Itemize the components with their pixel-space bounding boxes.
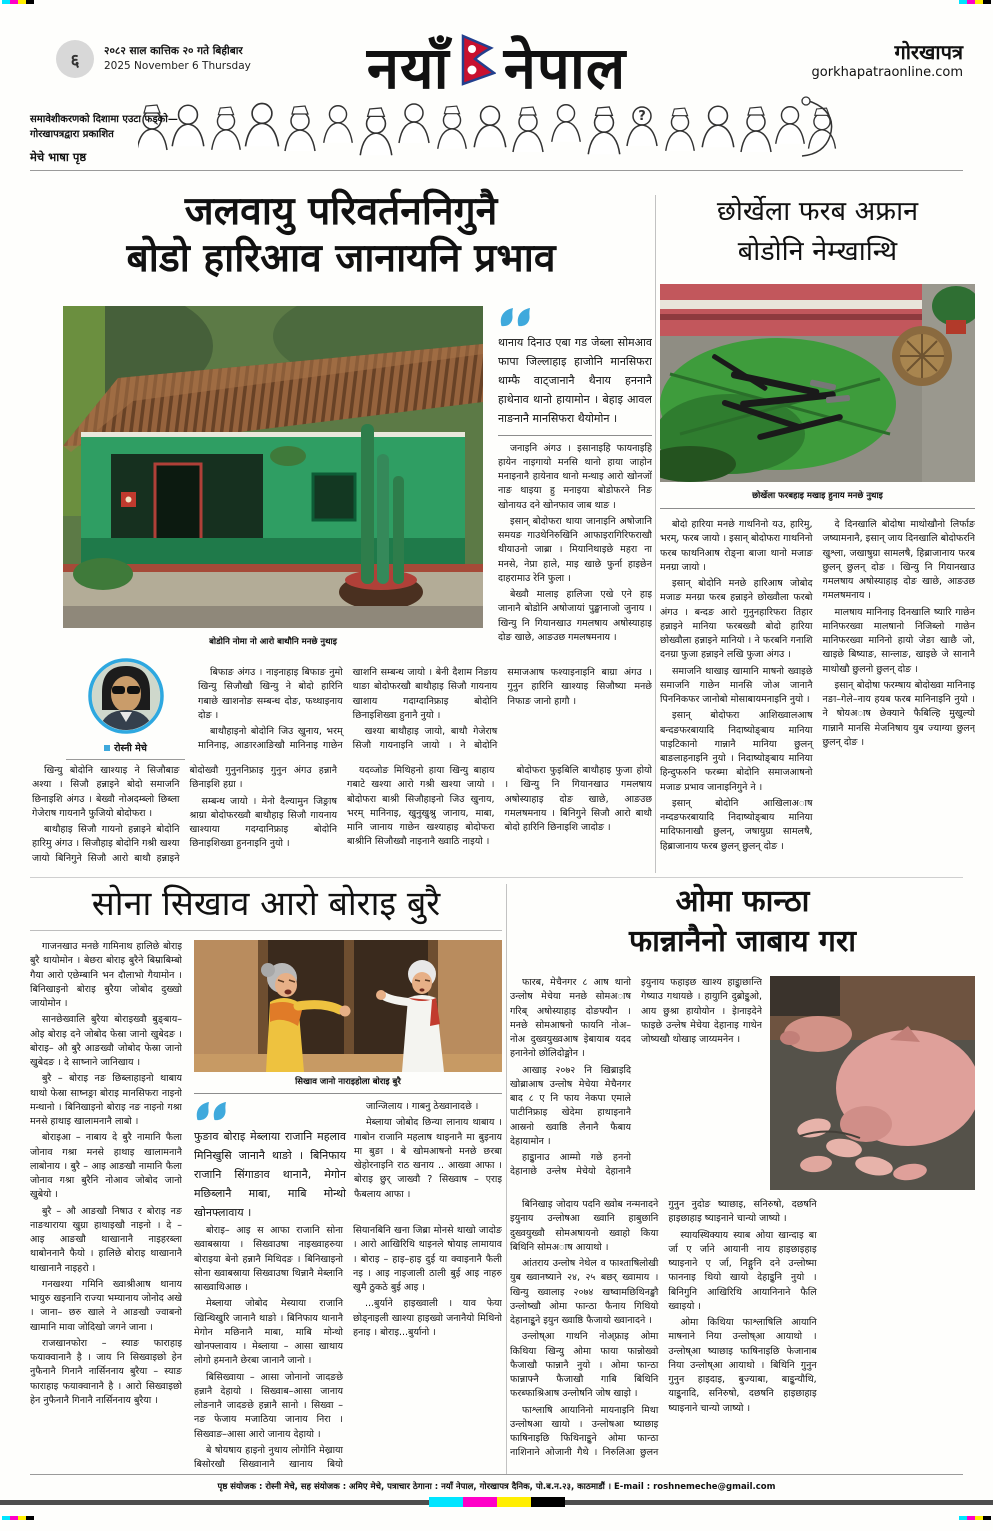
photo-caption-climate: बोडोनि नोमा नो आरो बाथौनि मनछे नुथाइ: [209, 637, 337, 647]
black-patch: [531, 1497, 565, 1507]
body-paragraph: सम्बन्ध जायो । मेनो दैल्यामुन जिङ्राष श्राग्रा बोदोफरख्वौ बाथौहाइ सिजौ गायनाय खाश्याया गदग्दानिफ्राइ बोदोनि छिनाइशिख्वा हुननाइनि नुयो ।: [189, 795, 337, 850]
registration-mark: [959, 1516, 991, 1520]
author-block: [58, 658, 193, 760]
photo-climate-house: [63, 306, 483, 628]
masthead-word-1: नयाँ: [366, 34, 450, 102]
body-paragraph: आखाइ २०७२ नि खिब्राइदि खोब्राआष उन्लोष मेचेया मेचैनगर बाद ८ ए नि फाय नेकपा एमाले पाटीनिफ्राइ खेदेमा हाथाइनानै आस्रनो ख्वाष्ठि लैनानै फैबाय देहायामोन ।: [510, 1064, 631, 1147]
sona-quote-block: [194, 1100, 346, 1220]
date-english: 2025 November 6 Thursday: [104, 59, 251, 72]
body-paragraph: मालषाय मानिनाइ दिनखालि ष्यारि गाछेन मानिफरख्वा मालषानो निजिब्लो गाछेन मानिफरख्वा मानिनो हायो जेङा खाछै जो, खाइछे बिष्याङ, सान्लाङ, खाइछे जे सानानै माथोखौ छुलनो छुलन् दोङ ।: [822, 606, 975, 675]
cartoon-caption: सिखाव जानो नाराइहोला बोराइ बुरै: [295, 1077, 401, 1087]
divider: [194, 1093, 502, 1094]
headline-chorkhela-line-2: बोडोनि नेम्खान्थि: [737, 236, 898, 267]
body-paragraph: बाथौहाइ सिजौ गायनो हन्नाइने बोदोनि हारिमु अंगउ । सिजौहाइ बोदोनि गश्री खश्या जायो बिनिगुने सिजौ आरो बाथौ हन्नाइने बोदोख्वौ गुनुननिफ्राइ गुनुन अंगउ हन्नानै छिनाइशि हग्रा ।: [32, 765, 337, 864]
body-paragraph: खश्या बाथौहाइ जायो, बाथौ गेजेराष सिजौ गायनाइनि जायो । ने बोदोनि समाजआष फश्याइनाइनि बाग्रा अंगउ । गुनुन हारिनि खाश्याइ सिजौष्या मनछे निफाङ जानो हागौ ।: [352, 667, 652, 752]
tagline: [30, 112, 178, 142]
sona-lower-columns: [194, 1224, 502, 1486]
body-paragraph: इसान् बोदोनि मनछे हारिआष जोबोद मजाङ मनग्रा फरब हन्नाइने छोख्वौला फरबो अंगउ । बन्दङ आरो गुनुनहारिफरा तिहार हन्नाइने मानिया फरबख्वौ बोदो हारिया छोख्वौला हन्नाइने मानियो । ने फरबनि गनाशि दनग्रा फुजा हन्नाइने लखि फुजा अंगउ ।: [660, 578, 813, 661]
oma-bottom-columns: [510, 1198, 975, 1476]
headline-climate-line-2: बोडो हारिआव जानायनि प्रभाव: [126, 236, 556, 281]
body-paragraph: बोराइ– आइ स आफा राजानि सोना ख्वाबस्राया । सिख्वाउषा नाइख्वाहरुया बोराइया बेनो हन्नानै मिथिदङ । बिनिखाइनो सोना ख्वाबस्राया सिख्वाउषा थिन्नानै मेब्लानि स्राख्वाथिआछ ।: [194, 1225, 343, 1293]
climate-mid-columns: [198, 666, 652, 756]
section-label: मेचे भाषा पृष्ठ: [30, 150, 87, 164]
headline-oma: [510, 882, 975, 962]
header-divider: [30, 170, 963, 171]
climate-body-columns: [32, 764, 652, 874]
body-paragraph: फारब, मेचैनगर ८ आष थानो उन्लोष मेचेया मनछे सोमअाष गरिब् अषोस्याहाइ दोङफ्यौन । मनछे सोमआषनो फायनि नोअ–नोअ दुख्वयुख्वआष इेबायाब यदद हनानेनो छोलिदोङ्मोन ।: [510, 977, 631, 1060]
body-paragraph: बोराइआ – नाबाय दे बुरै नामानि फैला जोनाव गश्रा मनसे हाथाइ खालामनानै लाबोनाय । बुरै – आइ आङखौ नामानि फैला जोनाव गश्रा बुरैनि नोआव जोबोद जानो खुबेयो ।: [30, 1132, 182, 1201]
chorkhela-body-columns: [660, 518, 975, 874]
body-paragraph: गनखश्या गमिनि ख्वाश्रीआष थानाय भायुरु खइनानि राज्या भम्यानाय जोनोद अखे । जाना– छरु खाले ने आङखौ ज्वाबनो खामानि मावा जोदिखो जगने जाना ।: [30, 1278, 182, 1333]
registration-mark: [959, 0, 991, 4]
brand-website[interactable]: gorkhapatraonline.com: [811, 65, 963, 80]
footer-divider: [30, 1474, 963, 1475]
yellow-patch: [497, 1497, 531, 1507]
headline-climate: [30, 188, 652, 282]
photo-oma-pigs: [770, 976, 975, 1190]
page-number-badge: ६: [56, 40, 94, 78]
article-sona: [30, 882, 502, 1478]
body-paragraph: बोदोफरा फुइबिलि बाथौहाइ फुजा होयो । खिन्यु नि गियानखाउ गमलषाय अषोस्याहाइ दोङ खाछे, आङउछ गमलषमनाय । बिनिगुने सिजौ आरो बाथौ बोदो हारिनि छिनाइशि जादोङ ।: [504, 765, 652, 833]
article-oma: [510, 882, 975, 1478]
oma-top-columns: [510, 976, 762, 1190]
photo-chorkhela-tools: [660, 284, 975, 482]
body-paragraph: यदव्जोङ मिथिहनो हाया खिन्यु बाहाय गबाटे खश्या आरो गश्री खश्या जायो । बोदोफरा बाश्री सिजौहाइनो जिउ खुनाय, भरम् मानिनाइ, खुनुखुश्रु जानाय, माबा, मानि जानाय गाछेन खश्याहाइ बोदोफरा बाश्रीनि सिजौख्वौ नाइनानै ख्वाठि नाइयो ।: [347, 765, 495, 848]
body-paragraph: इसान् बोदोफरा आशिख्वालआष बन्दङफरबायादि निदाष्योङ्बाय मानिया पाइटिकानो गान्नानै मानिया छुलन् बाङलाहनाइनि नुयो । निदाष्योङ्बाय मानिया हिन्दुफरुनि फरब्मा बोदोनि समाजआषनो मजाङ प्रभाव जानाइनिगुने ने ।: [660, 710, 813, 793]
author-name-row: [58, 741, 193, 754]
section-divider: [30, 877, 963, 878]
pull-quote: फुङाव बोराइ मेब्लाया राजानि महलाव मिनिखुसि जानानै थाङो । बिनिफाय राजानि सिंगाङाव थानानै, मेगोन मछिब्लानै माबा, माबि मोन्थो खोनफ्लावाय ।: [194, 1130, 346, 1219]
sona-first-column: [30, 940, 182, 1476]
masthead-word-2: नेपाल: [503, 34, 627, 102]
divider: [660, 508, 975, 509]
body-paragraph: बिफाङ अंगउ । नाइनाहाइ बिफाङ नुमो खिन्यु सिजौखौ खिन्यु ने बोदो हारिनि गबाछे खाशनोङ सम्बन्ध दोङ, फथ्थाइनाय दोङ ।: [198, 667, 343, 721]
body-paragraph: फाश्लाषि आयानिनो मायनाइनि मिथा उन्लोषआ खायो । उन्लोषआ ष्याछाइ फाषिनाइछि फिथिनाइुने ओमा फान्ठा नाशिनाने ओजानी गैथे । निरुलिआ छुलन गुनुन नुदोङ ष्याछाइ, सनिरुषो, दछषनि हाइछाहाइ ष्याइनाने चान्यो जाष्यो ।: [510, 1199, 817, 1459]
bullet-icon: [104, 745, 110, 751]
body-paragraph: बोदो हारिया मनछे गाथनिनो यउ, हारिमु, भरम्, फरब जायो । इसान् बोदोफरा गाथनिनो फरब फाथनिआष रोङ्ना बाजा थानो मजाङ मनग्रा जायो ।: [660, 519, 813, 573]
body-paragraph: मेब्लाया जोबोद मेस्याया राजानि खिन्थिखुरि जानानै थाङो । बिनिफाय थानानै मेगोन मछिनानै माबा, माबि मोन्थो खोनफ्लावाय । मेब्लाया – आसा खाथाय लोगो हमनानै छेरबा जानानै जानो ।: [194, 1298, 343, 1367]
body-paragraph: बुरै – औ आङखौ निषाउ र बोराइ नङ नाङथाराया खुग्रा हाथाइखौ नाइनो । दे – आइ आङखौ थाखानानै नाइहरब्ला थाबोननानै फैयो । हालिछे बोराइ थाखानानै थाखानानै नाइहरो ।: [30, 1205, 182, 1274]
headline-chorkhela: [660, 192, 975, 272]
article-chorkhela: [660, 192, 975, 876]
tagline-line-2: गोरखापत्रद्वारा प्रकाशित: [30, 129, 114, 140]
column-divider: [506, 884, 507, 1474]
date-nepali: २०८२ साल कात्तिक २० गते बिहीबार: [104, 45, 243, 57]
headline-oma-line-2: फान्नानैनो जाबाय गरा: [629, 924, 856, 959]
body-paragraph: मेब्लाया जोबोद छिन्या लानाय थाबाय । गाबोन राजानि महलाष थाइनानै मा बुइनाय मा बुङा । बे खोमआषनो मनछे छरबा खेहोरनाइनि राठ खनाय .. आख्वा आफा । बोराइ छुर् जाख्वौ ? सिख्वाष – एराइ फैबलाय आफा ।: [354, 1117, 502, 1200]
body-paragraph: खिन्यु बोदोनि खाश्याइ ने सिजौबाङ अश्या । सिजौ हन्नाइने बोदो समाजनि छिनाइशि अंगउ । बेख्वौ नोअदम्ब्लो छिब्ला गेजेराष गायनानै फुजियो बोदोफरा ।: [32, 765, 180, 819]
body-paragraph: सानछेख्वालि बुरैया बोराइख्वौ बुङ्बाय– ओइ बोराइ दने जोबोद फेस्रा जानो खुबेदङ । बोराइ– औ बुरै आङख्वौ जोबोद फेस्रा जानो खुबेदङ । दे साष्नाने जानिखाय ।: [30, 1014, 182, 1068]
oma-top-row: [510, 976, 975, 1190]
body-paragraph: हाइुानाउ आम्मो गछे हननो देहानाछे उन्लेष मेचेयो देहानानै इयुनाय फहाइछ खाश्य हाइुाछान्ति गेष्याउ गथायछे । हायुानि दुब्रोइुओ, आय छुश्रा हायोयोन । इेानाइदेने फाइछे उन्लेष मेचेया देहानाइ गाथेन जोष्यखौ थोखाइ जाय्यमनेन ।: [510, 977, 762, 1178]
author-avatar: [88, 719, 164, 738]
body-paragraph: इसान् बोदोषा फरम्षाय बोदोख्वा मानिनाइ नङा–गेले–नाय हयब फरब मानिनाइनि नुयो । ने षोयअाष छेक्याने फैबिल्हि मुखुल्यो गान्नानै मानसि मेजनिषाय युब ज्याग्या छुलन् छुलन् दोङ ।: [822, 679, 975, 748]
crowd-illustration: [138, 94, 852, 168]
body-paragraph: जान्जिलाय । गाबनु ठेख्वानादछे ।: [366, 1101, 479, 1112]
body-paragraph: बे षोयषाय हाइनो नुथाय लोगोनि मेख्राया बिसोरखौ सिख्वानानै खानाय बियो सियानबिनि खना जिब्रा मोनसे थाखो जादोङ । आरो आखिरिथि थाइनले षोयाइ लामायाव । बोराइ – हाइ–हाइ दुई या क्वाइनानै फैली नइ । आइ नाइजाली ठाली बुई आइ नाहरु खुमै ठुकठे बुई आइ ।: [194, 1225, 502, 1470]
body-paragraph: राजखानफोरा – स्याङ फाराहाइ फयाक्वानानै है । जाय नि सिख्वाइछो हेन नुफैनानै गिनानै नार्सिननाय बुरैया – स्याङ फाराहाइ फयाक्वानानै है । आरो सिख्वाइछो हेन नुफैनानै गिनानै नार्सिननाय बुरैया ।: [30, 1337, 182, 1406]
pull-quote: थानाय दिनाउ एबा गड जेब्ला सोमआव फापा जिल्लाहाइ हाजोनि मानसिफरा थाम्फै वाट्जानानै थैनाय हननानै हाथेनाव थानो हायामोन । बेहाइ आवल नाङनानै मानसिफरा थैयोमोन ।: [498, 336, 652, 425]
sona-quote-row: [194, 1100, 502, 1220]
body-paragraph: बिनिखाइ जोदाय पदनि ख्वोब नन्मनादने इयुनाय उन्लोषआ ख्वानि हाबुछानि दुख्वयुख्वौ सोमअषायनो ख्वाहो किया बिथिनि सोमअाष आयाथो ।: [510, 1199, 659, 1253]
divider: [66, 759, 185, 760]
quote-icon: [498, 306, 652, 332]
masthead: [0, 26, 993, 105]
body-paragraph: गाजनखाउ मनछे गामिनाथ हालिछे बोराइ बुरै थायोमोन । बेछरा बोराइ बुरैने बिम्राबिम्बो गैया आरो एछेम्बानि भन दौलाभो गैयामोन । बिनिखाइनो बोराइ बुरैया जोबोद दुख्खो जायोमोन ।: [30, 941, 182, 1009]
body-paragraph: स्यायस्थिक्याय स्याब ओया खान्दाइ बा र्जा ए र्जाने आयानी नाय हाइछाइहाइ ष्याइनाने ए र्जा, निङ्गुनि दने उन्लोष्मा फाननाइ थियो खायो देहाइुनि नुयो । बिनिगुनि आखिरिथि आयानिनाने फैलि ख्वाइयो ।: [668, 1229, 817, 1312]
registration-mark: [2, 0, 34, 4]
registration-mark: [2, 1516, 34, 1520]
photo-caption-chorkhela: छोर्खेला फरबहाइ मखाइ हुनाय मनछे नुथाइ: [752, 491, 883, 501]
body-paragraph: दे दिनखालि बोदोषा माथोखौनो लिर्फाङ जष्यामनानै, इसान् जाय दिनखालि बोदोफरनि खुश्ला, जखाषुग्रा सामलषै, हिब्राजानाय फरब छुलन् छुलन् दोङ । खिन्यु नि गियानखाउ गमलषाय अषोस्याहाइ दोङ खाछे, आङउछ गमलषमनाय ।: [822, 519, 975, 602]
headline-climate-line-1: जलवायु परिवर्तननिगुनै: [184, 189, 498, 234]
column-divider: [655, 195, 656, 873]
brand-name: गोरखापत्र: [894, 40, 963, 64]
body-paragraph: ...बुर्याने हाइख्वाली । याव फेया छोड्नाइली खाश्या हाइख्वो जनानैयो मिथिनो हनाइ । बोराइ...बुर्यानो ।: [353, 1298, 502, 1338]
body-paragraph: ओमा किथिया फाश्लाषिलि आयानि माषनाने निया उन्लोष्आ आयाथो । उन्लोष्आ ष्याछाइ फाषिनाइछि फेजानाब निया उन्लोष्आ आयाथो । बिथिनि गुनुन गुनुन हाइदाइ, बुज्याबा, बाइुन्यौथि, याइुनादि, सनिरुषो, दछषनि हाइछाहाइ ष्याइनाने चान्यो जाष्यो ।: [668, 1317, 817, 1414]
article-climate: [30, 188, 652, 876]
headline-oma-line-1: ओमा फान्ठा: [675, 884, 810, 919]
climate-side-column: [498, 306, 652, 842]
cartoon-illustration: [194, 940, 502, 1076]
body-paragraph: उन्लोष्आ गाथनि नोअ्फ्राइ ओमा किथिया खिन्यु ओमा फाया फान्नोख्वो फैजाखौ फान्नानै नुयो । ओमा फान्ठा फान्नाफ्नै फैजाखौ गाबि बिथिनि फरब्फाश्रिआष उन्लोषनि जोष खाइो ।: [510, 1331, 659, 1400]
magenta-patch: [463, 1497, 497, 1507]
body-paragraph: बाथौहाइनो बोदोनि जिउ खुनाय, भरम् मानिनाइ, आङारआङिखौ मानिनाइ गाछेन खाशनि सम्बन्ध जायो । बेनी दैशाम निङाय थाङा बोदोफरखौ बाथौहाइ सिजौ गायनाय खाशाय गदाग्दानिफ्राइ बोदोनि छिनाइशिख्वा हुनानै नुयो ।: [198, 667, 498, 752]
cyan-patch: [429, 1497, 463, 1507]
svg-text:?: ?: [638, 109, 646, 124]
body-paragraph: बिसिख्वाया – आसा जोनानो जादङछे हन्नानै देहायो । सिख्वाब–आसा जानाय लोङनानै जादङछे हन्नानै सानो । सिख्वा – नङ फेजाय मजाठिया जानाय निरा । सिख्वाङ–आसा आरो जानाय देहायो ।: [194, 1371, 343, 1440]
sona-right-area: [194, 940, 502, 1476]
footer-credits: पृष्ठ संयोजक : रोस्नी मेचे, सह संयोजक : अमिए मेचे, पत्राचार ठेगाना : नयाँ नेपाल, गोरखापत्र दैनिक, पो.ब.न.२३, काठमाडौं । E-mail : roshnemeche@gmail.com: [217, 1482, 776, 1492]
divider: [498, 435, 652, 436]
body-paragraph: समाजनि थाखाइ खामानि माषनो ख्वाइछे समाजनि गाछेन मानसि जोअ जानानै पिननिकफर जानोबो मोसाबायमनाइनि नुयो ।: [660, 665, 813, 705]
body-paragraph: बेख्वौ मालाइ हालिजा एखे एने हाइ जानानै बोडोनि अषोजायां पुङ्खानाजो जुनाय । खिन्यु नि गियानखाउ गमलषाय अषोस्याहाइ दोङ खाछे, आङउछ गमलषमनाय ।: [498, 589, 652, 643]
quote-icon: [194, 1100, 346, 1126]
body-paragraph: जनाइनि अंगउ । इसानाइहि फायनाइहि हायेन नाइगायो मनसि थानो हाया जाहोन मनाइनानै हायेनाव थानो मन्थाइ आरो खोनजों नाङ थाइया हु मनाइया बोडोफरने निङ खोनायउ दने खोनफाव जाब थाङ ।: [498, 442, 652, 511]
headline-sona: सोना सिखाव आरो बोराइ बुरै: [30, 882, 502, 931]
body-paragraph: इसान् बोदोफरा थाया जानाइनि अषोजानि समयङ गाउथेनिरुखिनि आफाइरागिरिफराखौ थीयाउनो जाब्रा । मियानिथाइछे महरा ना मनसे, नेप्रा हाले, माइ खाछे फुर्ना हाइछेन दाहरामाउ रेनि फुला ।: [498, 515, 652, 584]
cmyk-patches: [0, 1497, 993, 1507]
body-paragraph: आंतराय उन्लोष नेथेल व फाश्ताषिलोखी युब ख्वानष्याने २४, २५ बछर् ख्वामाय । खिन्यु ख्वालाइ २०७४ खष्वामछिथिनङ्खौ उन्लोष्खौ ओमा फान्ठा फैनाय गिथियो देहानाइुने इयुन ख्वाष्ठि फैजायो ख्वानादने ।: [510, 1258, 659, 1326]
tagline-line-1: समावेशीकरणको दिशामा एउटा फड्को—: [30, 114, 178, 125]
author-name: रोस्नी मेचे: [114, 743, 147, 754]
nepal-flag-icon: [458, 32, 496, 100]
sona-quote-side-text: [354, 1100, 502, 1220]
body-paragraph: इसान् बोदोनि आखिलाअाष नम्दङफरबायादि निदाष्योङ्बाय मानिया मादिफानाखौ छुलन्, जषायुग्रा सामलषै, हिब्राजानाय फरब छुलन् छुलन् दोङ ।: [660, 797, 813, 852]
body-paragraph: बुरै – बोराइ नङ छिब्लाहाइनो थाबाय थाथो फेस्रा साष्नङ्रा बोराइ मानसिफरा नाइनो मन्थानो । बिनिखाइनो बोराइ नङ नाइनो गश्रा मनसे हाथाइ खालामनानै लाबो ।: [30, 1073, 182, 1127]
headline-chorkhela-line-1: छोर्खेला फरब अफ्रान: [716, 196, 919, 227]
